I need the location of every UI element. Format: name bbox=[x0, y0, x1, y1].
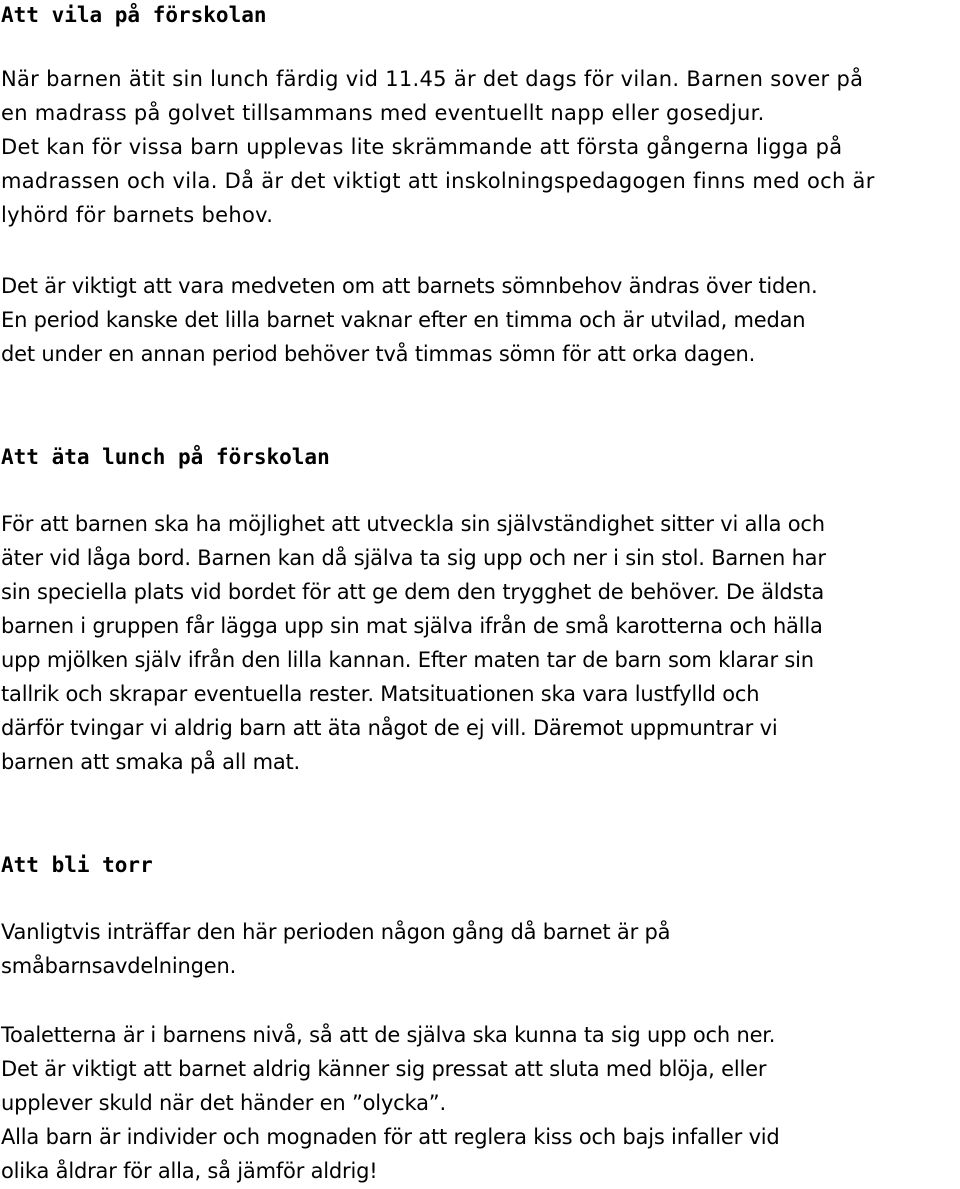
text-line: madrassen och vila. Då är det viktigt att inskolningspedagogen finns med och är bbox=[1, 169, 875, 193]
text-line: upplever skuld när det händer en ”olycka”. bbox=[1, 1091, 446, 1115]
text-line: Det är viktigt att barnet aldrig känner sig pressat att sluta med blöja, eller bbox=[1, 1057, 767, 1081]
text-line: En period kanske det lilla barnet vaknar efter en timma och är utvilad, medan bbox=[1, 308, 806, 332]
paragraph-vila-2 bbox=[1, 269, 817, 371]
text-line: därför tvingar vi aldrig barn att äta något de ej vill. Däremot uppmuntrar vi bbox=[1, 716, 778, 740]
text-line: När barnen ätit sin lunch färdig vid 11.45 är det dags för vilan. Barnen sover på bbox=[1, 67, 864, 91]
text-line: Det kan för vissa barn upplevas lite skrämmande att första gångerna ligga på bbox=[1, 135, 843, 159]
paragraph-lunch-1 bbox=[1, 507, 826, 779]
text-line: Toaletterna är i barnens nivå, så att de själva ska kunna ta sig upp och ner. bbox=[1, 1023, 776, 1047]
section-heading-lunch: Att äta lunch på förskolan bbox=[1, 445, 330, 469]
section-heading-torr: Att bli torr bbox=[1, 853, 153, 877]
paragraph-torr-1 bbox=[1, 915, 670, 983]
text-line: tallrik och skrapar eventuella rester. Matsituationen ska vara lustfylld och bbox=[1, 682, 760, 706]
text-line: en madrass på golvet tillsammans med eventuellt napp eller gosedjur. bbox=[1, 101, 765, 125]
paragraph-vila-1 bbox=[1, 62, 875, 232]
text-line: det under en annan period behöver två timmas sömn för att orka dagen. bbox=[1, 342, 756, 366]
text-line: upp mjölken själv ifrån den lilla kannan. Efter maten tar de barn som klarar sin bbox=[1, 648, 814, 672]
text-line: sin speciella plats vid bordet för att ge dem den trygghet de behöver. De äldsta bbox=[1, 580, 824, 604]
text-line: lyhörd för barnets behov. bbox=[1, 203, 274, 227]
text-line: äter vid låga bord. Barnen kan då själva ta sig upp och ner i sin stol. Barnen har bbox=[1, 546, 826, 570]
text-line: Alla barn är individer och mognaden för att reglera kiss och bajs infaller vid bbox=[1, 1125, 780, 1149]
text-line: barnen i gruppen får lägga upp sin mat själva ifrån de små karotterna och hälla bbox=[1, 614, 823, 638]
paragraph-torr-2 bbox=[1, 1018, 780, 1188]
text-line: För att barnen ska ha möjlighet att utveckla sin självständighet sitter vi alla och bbox=[1, 512, 825, 536]
text-line: barnen att smaka på all mat. bbox=[1, 750, 301, 774]
section-heading-vila: Att vila på förskolan bbox=[1, 3, 267, 27]
text-line: olika åldrar för alla, så jämför aldrig! bbox=[1, 1159, 378, 1183]
text-line: småbarnsavdelningen. bbox=[1, 954, 237, 978]
text-line: Det är viktigt att vara medveten om att barnets sömnbehov ändras över tiden. bbox=[1, 274, 818, 298]
text-line: Vanligtvis inträffar den här perioden någon gång då barnet är på bbox=[1, 920, 671, 944]
